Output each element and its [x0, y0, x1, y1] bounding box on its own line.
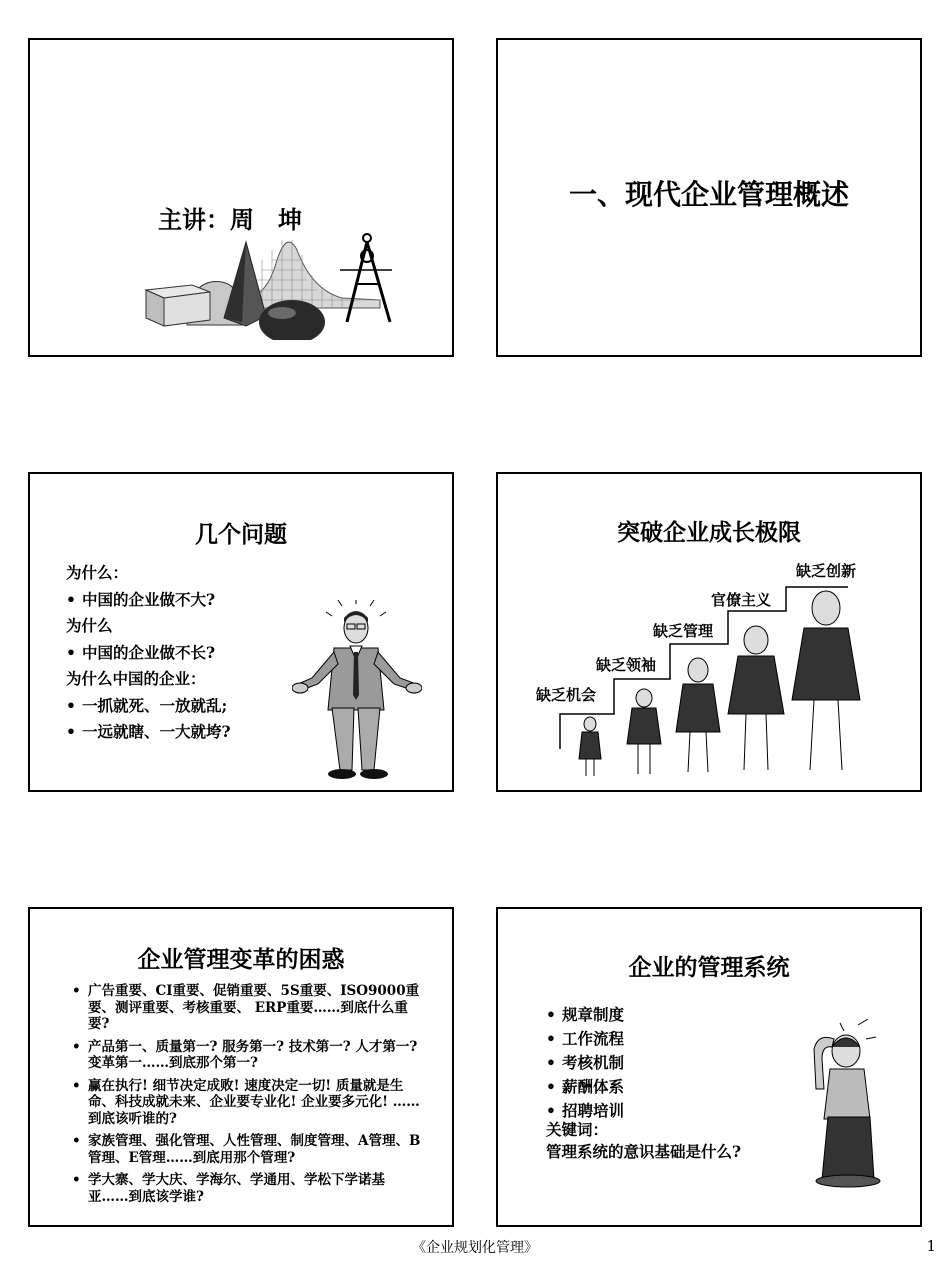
slide-title: 几个问题 — [195, 522, 287, 548]
stair-label: 缺乏创新 — [796, 562, 857, 580]
confusion-item: • 产品第一、质量第一? 服务第一? 技术第一? 人才第一? 变革第一……到底那个第一? — [72, 1039, 422, 1072]
system-item: • 工作流程 — [546, 1029, 625, 1048]
confusion-item: • 家族管理、强化管理、人性管理、制度管理、A管理、B管理、E管理……到底用那个管理? — [72, 1133, 422, 1166]
system-item: • 招聘培训 — [546, 1101, 625, 1120]
system-item: • 薪酬体系 — [546, 1077, 625, 1096]
geometry-shapes-illustration — [142, 230, 412, 340]
confusion-item: • 学大寨、学大庆、学海尔、学通用、学松下学诺基亚……到底该学谁? — [72, 1172, 422, 1205]
slide-title: 企业管理变革的困惑 — [137, 947, 345, 973]
confused-businessman-illustration — [292, 600, 422, 780]
question-item: • 中国的企业做不大? — [66, 589, 216, 609]
management-system-list — [546, 1003, 624, 1123]
confusion-item: • 赢在执行! 细节决定成败! 速度决定一切! 质量就是生命、科技成就未来、企业要专业化! 企业要多元化! ……到底该听谁的? — [72, 1078, 422, 1128]
keyword-block — [546, 1119, 741, 1163]
keyword-question: 管理系统的意识基础是什么? — [546, 1142, 742, 1161]
slide-6 — [496, 907, 922, 1227]
question-item: • 一远就瞎、一大就垮? — [66, 722, 231, 741]
confusion-list — [72, 983, 422, 1211]
slide-2 — [496, 38, 922, 357]
question-heading: 为什么中国的企业： — [66, 670, 206, 688]
stair-label: 缺乏机会 — [536, 686, 597, 704]
presenter-label: 主讲：周 坤 — [158, 206, 302, 234]
question-heading: 为什么 — [66, 617, 113, 635]
stair-label: 缺乏领袖 — [596, 656, 657, 674]
system-item: • 规章制度 — [546, 1005, 625, 1024]
slide-title: 突破企业成长极限 — [617, 520, 801, 546]
slide-4 — [496, 472, 922, 792]
stair-label: 缺乏管理 — [653, 622, 714, 640]
question-heading: 为什么： — [66, 564, 129, 582]
question-list — [66, 560, 231, 746]
confusion-item: • 广告重要、CI重要、促销重要、5S重要、ISO9000重要、测评重要、考核重要、 ERP重要……到底什么重要? — [72, 983, 422, 1033]
slide-title: 企业的管理系统 — [628, 955, 790, 981]
slide-1 — [28, 38, 454, 357]
slide-5 — [28, 907, 454, 1227]
question-item: • 中国的企业做不长? — [66, 642, 216, 662]
document-footer: 《企业规划化管理》 — [412, 1240, 538, 1256]
stair-label: 官僚主义 — [711, 591, 772, 609]
growing-figures — [579, 591, 860, 776]
thinking-man-illustration — [794, 1019, 904, 1189]
system-item: • 考核机制 — [546, 1053, 625, 1072]
question-item: • 一抓就死、一放就乱; — [66, 695, 228, 715]
section-title: 一、现代企业管理概述 — [568, 178, 849, 211]
keyword-label: 关键词： — [546, 1121, 609, 1139]
page-number: 1 — [926, 1237, 936, 1255]
slide-3 — [28, 472, 454, 792]
